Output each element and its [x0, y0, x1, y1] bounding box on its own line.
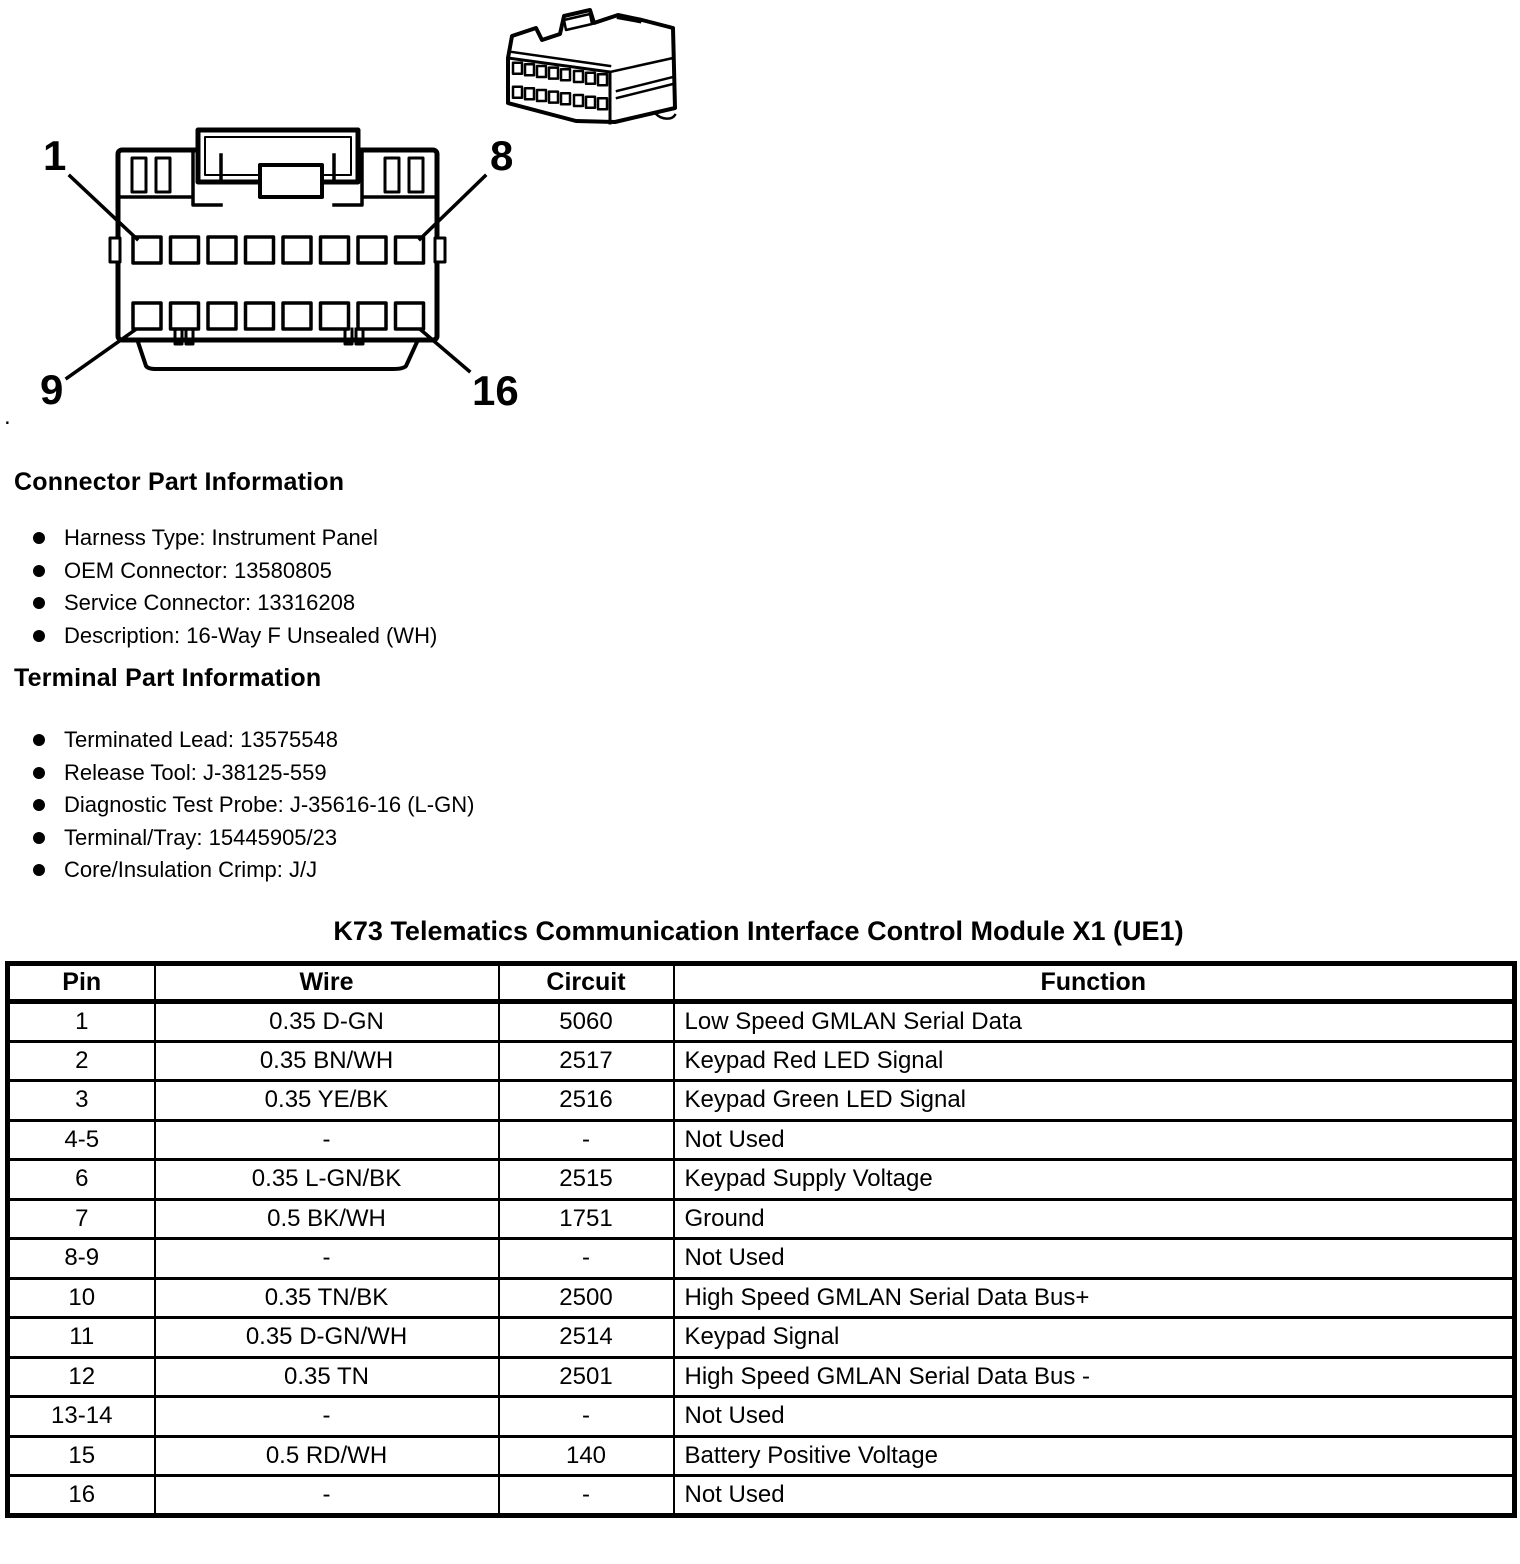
pin-cell: 16	[8, 1476, 155, 1516]
table-row	[8, 1081, 1515, 1121]
pin-cell: 8-9	[8, 1239, 155, 1279]
function-cell: Not Used	[674, 1239, 1515, 1279]
function-cell: High Speed GMLAN Serial Data Bus -	[674, 1357, 1515, 1397]
pin-label-9: 9	[40, 366, 64, 413]
column-header-function: Function	[674, 964, 1515, 1002]
pin-cell: 3	[8, 1081, 155, 1121]
table-body	[8, 1002, 1515, 1516]
bullet-icon	[33, 532, 45, 544]
pin-cell: 6	[8, 1160, 155, 1200]
function-cell: Not Used	[674, 1476, 1515, 1516]
list-item-text: Description: 16-Way F Unsealed (WH)	[64, 622, 438, 648]
wire-cell: -	[155, 1120, 499, 1160]
list-item	[30, 620, 437, 653]
list-item-text: Terminated Lead: 13575548	[64, 727, 338, 752]
circuit-cell: 2501	[499, 1357, 674, 1397]
pin-cell: 11	[8, 1318, 155, 1358]
pin-table-title: K73 Telematics Communication Interface Control Module X1 (UE1)	[333, 916, 1184, 946]
pin-cell: 2	[8, 1041, 155, 1081]
circuit-cell: -	[499, 1120, 674, 1160]
circuit-cell: 2514	[499, 1318, 674, 1358]
pin-cell: 13-14	[8, 1397, 155, 1437]
list-item	[30, 587, 437, 620]
wire-cell: -	[155, 1476, 499, 1516]
bullet-icon	[33, 799, 45, 811]
pin-label-8: 8	[490, 132, 514, 179]
pin-cell: 7	[8, 1199, 155, 1239]
pin-label-1: 1	[43, 132, 67, 179]
wire-cell: -	[155, 1239, 499, 1279]
wire-cell: 0.5 BK/WH	[155, 1199, 499, 1239]
column-header-circuit: Circuit	[499, 964, 674, 1002]
connector-isometric-view	[480, 0, 700, 128]
circuit-cell: 2516	[499, 1081, 674, 1121]
pin-cell: 10	[8, 1278, 155, 1318]
bullet-icon	[33, 734, 45, 746]
wire-cell: 0.5 RD/WH	[155, 1436, 499, 1476]
pin-label-16: 16	[472, 367, 519, 414]
circuit-cell: -	[499, 1239, 674, 1279]
list-item	[30, 822, 474, 855]
bullet-icon	[33, 630, 45, 642]
table-header-row	[8, 964, 1515, 1002]
wire-cell: 0.35 D-GN	[155, 1002, 499, 1042]
bullet-icon	[33, 565, 45, 577]
function-cell: Not Used	[674, 1397, 1515, 1437]
circuit-cell: 2515	[499, 1160, 674, 1200]
list-item-text: Service Connector: 13316208	[64, 590, 356, 615]
wire-cell: 0.35 D-GN/WH	[155, 1318, 499, 1358]
list-item	[30, 789, 474, 822]
connector-part-info-list	[30, 522, 437, 652]
connector-bottom-lip	[138, 342, 417, 369]
wire-cell: 0.35 L-GN/BK	[155, 1160, 499, 1200]
list-item-text: Harness Type: Instrument Panel	[64, 525, 378, 550]
table-row	[8, 1318, 1515, 1358]
circuit-cell: 140	[499, 1436, 674, 1476]
connector-part-info-heading: Connector Part Information	[14, 468, 345, 496]
function-cell: Battery Positive Voltage	[674, 1436, 1515, 1476]
table-row	[8, 1199, 1515, 1239]
bullet-icon	[33, 597, 45, 609]
table-row	[8, 1278, 1515, 1318]
list-item	[30, 724, 474, 757]
circuit-cell: 1751	[499, 1199, 674, 1239]
pin-function-table	[5, 961, 1517, 1518]
circuit-cell: -	[499, 1397, 674, 1437]
pin-cell: 12	[8, 1357, 155, 1397]
circuit-cell: 2517	[499, 1041, 674, 1081]
list-item	[30, 854, 474, 887]
terminal-part-info-heading: Terminal Part Information	[14, 664, 322, 692]
function-cell: Not Used	[674, 1120, 1515, 1160]
wire-cell: 0.35 TN	[155, 1357, 499, 1397]
list-item-text: Diagnostic Test Probe: J-35616-16 (L-GN)	[64, 792, 475, 817]
function-cell: Low Speed GMLAN Serial Data	[674, 1002, 1515, 1042]
table-row	[8, 1239, 1515, 1279]
table-row	[8, 1357, 1515, 1397]
column-header-wire: Wire	[155, 964, 499, 1002]
terminal-part-info-list	[30, 724, 474, 887]
pin-cell: 1	[8, 1002, 155, 1042]
bullet-icon	[33, 864, 45, 876]
circuit-cell: 5060	[499, 1002, 674, 1042]
table-header	[8, 964, 1515, 1002]
function-cell: Keypad Red LED Signal	[674, 1041, 1515, 1081]
function-cell: Ground	[674, 1199, 1515, 1239]
table-row	[8, 1041, 1515, 1081]
list-item-text: Terminal/Tray: 15445905/23	[64, 824, 338, 850]
table-row	[8, 1436, 1515, 1476]
bullet-icon	[33, 832, 45, 844]
wire-cell: -	[155, 1397, 499, 1437]
circuit-cell: 2500	[499, 1278, 674, 1318]
wire-cell: 0.35 BN/WH	[155, 1041, 499, 1081]
circuit-cell: -	[499, 1476, 674, 1516]
list-item-text: OEM Connector: 13580805	[64, 557, 332, 583]
table-row	[8, 1476, 1515, 1516]
pin-cell: 4-5	[8, 1120, 155, 1160]
side-notch-right	[435, 238, 445, 262]
function-cell: Keypad Supply Voltage	[674, 1160, 1515, 1200]
function-cell: Keypad Signal	[674, 1318, 1515, 1358]
stray-scan-mark: .	[4, 403, 11, 430]
table-row	[8, 1397, 1515, 1437]
table-row	[8, 1120, 1515, 1160]
bullet-icon	[33, 767, 45, 779]
column-header-pin: Pin	[8, 964, 155, 1002]
pin-cell: 15	[8, 1436, 155, 1476]
list-item-text: Core/Insulation Crimp: J/J	[64, 857, 318, 882]
list-item	[30, 555, 437, 588]
table-row	[8, 1160, 1515, 1200]
list-item	[30, 522, 437, 555]
function-cell: High Speed GMLAN Serial Data Bus+	[674, 1278, 1515, 1318]
list-item-text: Release Tool: J-38125-559	[64, 759, 327, 785]
connector-front-view	[25, 120, 555, 420]
wire-cell: 0.35 YE/BK	[155, 1081, 499, 1121]
table-row	[8, 1002, 1515, 1042]
side-notch-left	[110, 238, 120, 262]
wire-cell: 0.35 TN/BK	[155, 1278, 499, 1318]
function-cell: Keypad Green LED Signal	[674, 1081, 1515, 1121]
list-item	[30, 757, 474, 790]
